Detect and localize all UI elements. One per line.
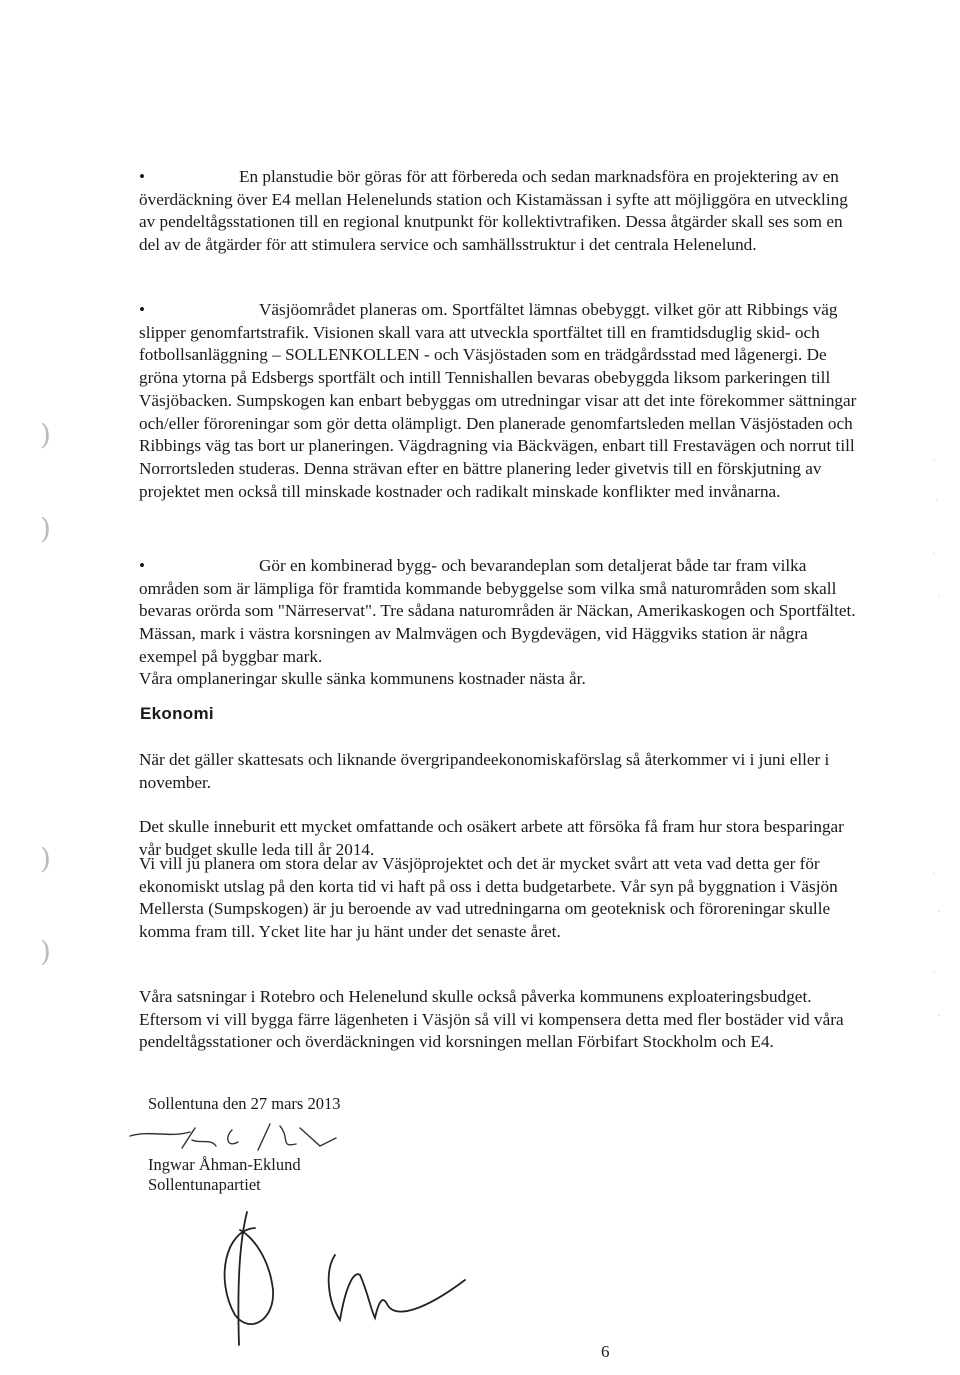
handwritten-initials [195,1200,515,1350]
paragraph-overdeck [139,166,867,257]
paragraph-text: En planstudie bör göras för att förbereda och sedan marknadsföra en projektering av en överdäckning över E4 mellan Helenelunds station och Kistamässan i syfte att möjliggöra en utveckling av pendeltågsstationen till en regional knutpunkt för kollektivtrafiken. Dessa åtgärder skall ses som en del av de åtgärder för att stimulera service och samhällsstruktur i det centrala Helenelund. [139,167,848,255]
scan-speck: · [932,455,936,467]
signer-name: Ingwar Åhman-Eklund [148,1155,301,1174]
paragraph-text: Gör en kombinerad bygg- och bevarandeplan som detaljerat både tar fram vilka områden som är lämpliga för framtida kommande bebyggelse som vilka små naturområden som skall bevaras orörda som "Närreservat". Tre sådana naturområden är Näckan, Amerikaskogen och Sportfältet. Mässan, mark i västra korsningen av Malmvägen och Bygdevägen, vid Häggviks station är några exempel på byggbar mark. [139,556,856,666]
handwritten-signature [120,1108,360,1158]
bullet: • [139,167,146,186]
scan-speck: · [937,1010,941,1022]
scan-speck: · [937,906,941,918]
scan-margin-mark: ) [40,935,51,968]
scan-speck: · [935,495,939,507]
scan-speck: · [937,590,941,602]
paragraph-savings: Det skulle inneburit ett mycket omfattande och osäkert arbete att försöka få fram hur stora besparingar vår budget skulle leda till år 2014. [139,817,844,859]
paragraph-vasjo-project: Vi vill ju planera om stora delar av Väsjöprojektet och det är mycket svårt att veta vad detta ger för ekonomiskt utslag på den korta tid vi haft på oss i detta budgetarbete. Vår syn på byggnation i Väsjön Mellersta (Sumpskogen) är ju beroende av vad utredningarna om geoteknisk och föroreningar skulle komma fram till. Ycket lite har ju hänt under det senaste året. [139,854,838,942]
bullet: • [139,556,146,575]
bullet: • [139,300,146,319]
paragraph-vasjo [139,299,867,503]
scan-margin-mark: ) [40,418,51,451]
scan-speck: · [932,548,936,560]
signer-party: Sollentunapartiet [148,1175,261,1194]
paragraph-tax: När det gäller skattesats och liknande övergripandeekonomiskaförslag så återkommer vi i juni eller i november. [139,750,830,792]
paragraph-exploitation: Våra satsningar i Rotebro och Helenelund skulle också påverka kommunens exploateringsbudget. Eftersom vi vill bygga färre lägenheten i Väsjön så vill vi kompensera detta med fler bostäder vid våra pendeltågsstationer och överdäckningen vid korsningen mellan Förbifart Stockholm och E4. [139,987,844,1052]
place-date: Sollentuna den 27 mars 2013 [148,1094,341,1113]
paragraph-replanning-cost: Våra omplaneringar skulle sänka kommunens kostnader nästa år. [139,669,586,688]
paragraph-building-plan [139,555,867,669]
scan-margin-mark: ) [40,842,51,875]
paragraph-text: Väsjöområdet planeras om. Sportfältet lämnas obebyggt. vilket gör att Ribbings väg slipper genomfartstrafik. Visionen skall vara att utveckla sportfältet till en framtidsduglig skid- och fotbollsanläggning – SOLLENKOLLEN - och Väsjöstaden som en trädgårdsstad med lågenergi. De gröna ytorna på Edsbergs sportfält och intill Tennishallen bevaras obebyggda liksom parkeringen till Väsjöbacken. Sumpskogen kan enbart bebyggas om utredningar visar att det inte förekommer sättningar och/eller föroreningar som gör detta olämpligt. Den planerade genomfartsleden mellan Väsjöstaden och Ribbings väg tas bort ur planeringen. Vägdragning via Bäckvägen, enbart till Frestavägen och norrut till Norrortsleden studeras. Denna strävan efter en bättre planering leder givetvis till en förskjutning av projektet men också till minskade kostnader och radikalt minskade konflikter med invånarna. [139,300,857,501]
section-heading-ekonomi: Ekonomi [140,704,214,723]
scan-margin-mark: ) [40,512,51,545]
scan-speck: · [932,868,936,880]
scan-speck: · [932,967,936,979]
page-number: 6 [601,1342,610,1361]
